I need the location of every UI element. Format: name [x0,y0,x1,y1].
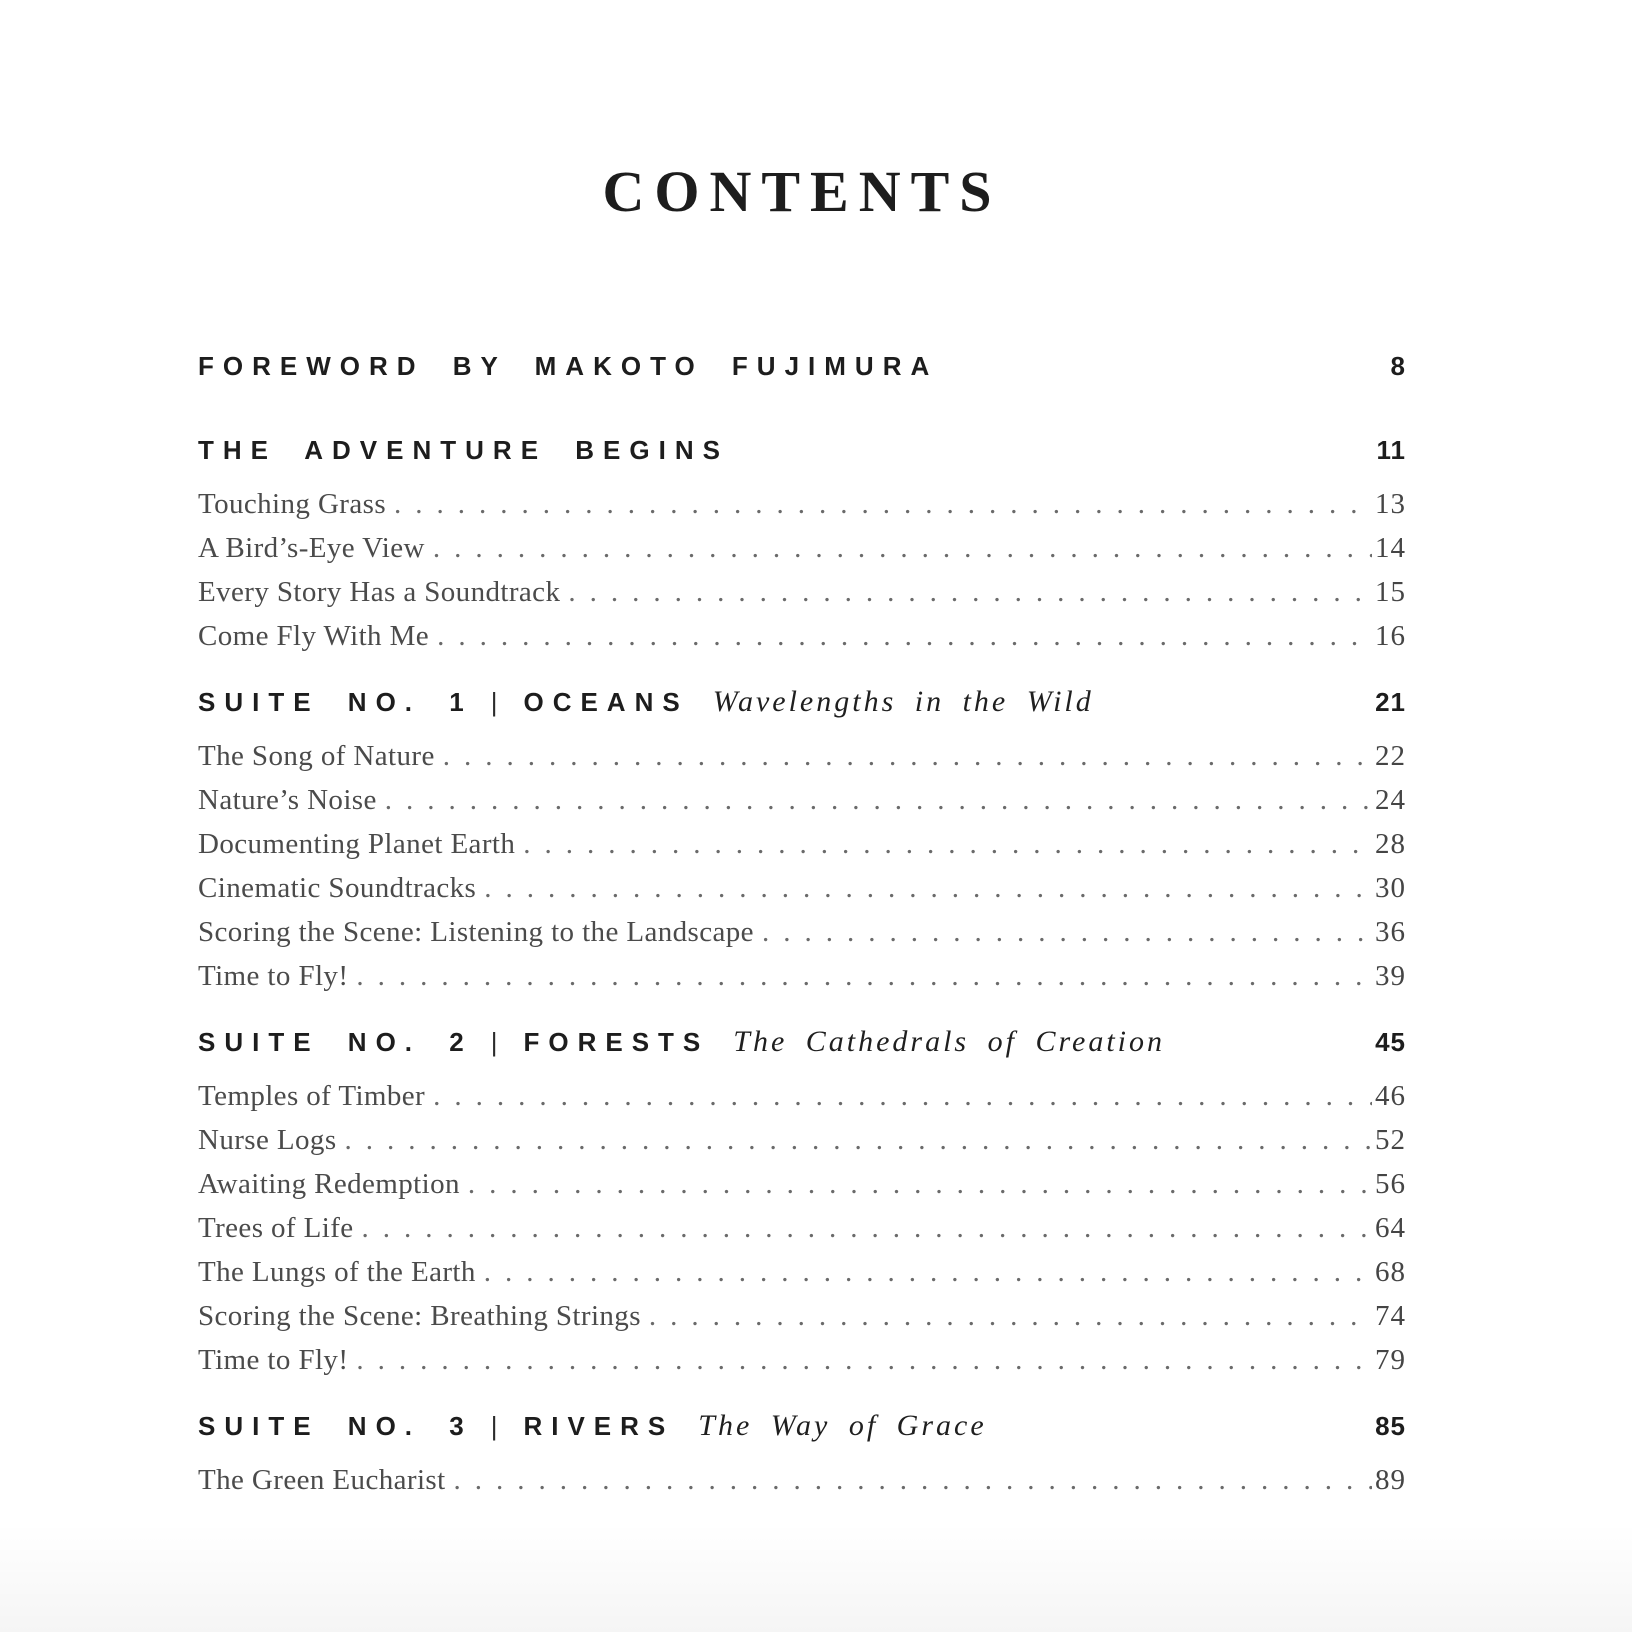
entry-page-number: 28 [1375,828,1406,860]
entry-page-number: 15 [1375,576,1406,608]
entry-label: Scoring the Scene: Breathing Strings [198,1300,641,1332]
toc-entry-row [198,1118,1406,1162]
toc-entry-row [198,822,1406,866]
section-header-row [198,432,1406,468]
entry-label: Nature’s Noise [198,784,377,816]
toc-entry-row [198,614,1406,658]
dotted-leader [356,954,1372,998]
section-header-row [198,684,1406,720]
dotted-leader [394,482,1372,526]
section-label: SUITE NO. 2 [198,1027,473,1057]
toc-entry-row [198,482,1406,526]
section-page-number: 21 [1375,687,1406,717]
entry-page-number: 56 [1375,1168,1406,1200]
entry-label: A Bird’s-Eye View [198,532,425,564]
entry-page-number: 39 [1375,960,1406,992]
dotted-leader [356,1338,1372,1382]
section-entries [198,734,1406,998]
toc-entry-row [198,866,1406,910]
toc-entry-row [198,1458,1406,1502]
entry-page-number: 22 [1375,740,1406,772]
entry-label: Awaiting Redemption [198,1168,460,1200]
section-label: FOREWORD BY MAKOTO FUJIMURA [198,351,939,381]
section-label: THE ADVENTURE BEGINS [198,435,729,465]
entry-page-number: 52 [1375,1124,1406,1156]
toc-entry-row [198,910,1406,954]
entry-label: Touching Grass [198,488,387,520]
dotted-leader [468,1162,1372,1206]
dotted-leader [437,614,1372,658]
entry-label: The Lungs of the Earth [198,1256,476,1288]
entry-page-number: 64 [1375,1212,1406,1244]
page-title: CONTENTS [602,159,1002,224]
section-page-number: 8 [1390,351,1406,381]
section-page-number: 45 [1375,1027,1406,1057]
entry-label: The Green Eucharist [198,1464,446,1496]
section-divider-bar: | [490,1027,498,1057]
section-entries [198,1074,1406,1382]
entry-label: Temples of Timber [198,1080,426,1112]
dotted-leader [523,822,1372,866]
toc-section [198,1024,1406,1382]
entry-page-number: 14 [1375,532,1406,564]
toc-entry-row [198,1206,1406,1250]
dotted-leader [484,1250,1372,1294]
toc-entry-row [198,954,1406,998]
section-subtitle: Wavelengths in the Wild [712,685,1094,718]
dotted-leader [362,1206,1372,1250]
dotted-leader [433,526,1372,570]
entry-label: Nurse Logs [198,1124,337,1156]
toc-section [198,432,1406,658]
toc-entry-row [198,1294,1406,1338]
section-entries [198,482,1406,658]
entry-label: Cinematic Soundtracks [198,872,477,904]
toc-section [198,684,1406,998]
section-header-row [198,348,1406,384]
toc-entry-row [198,1074,1406,1118]
entry-page-number: 30 [1375,872,1406,904]
dotted-leader [385,778,1372,822]
section-header-row [198,1024,1406,1060]
section-subtitle: The Cathedrals of Creation [733,1025,1166,1058]
toc [198,348,1406,1502]
entry-label: Time to Fly! [198,960,349,992]
dotted-leader [484,866,1372,910]
section-label: SUITE NO. 1 [198,687,473,717]
toc-entry-row [198,1250,1406,1294]
toc-entry-row [198,1162,1406,1206]
dotted-leader [345,1118,1372,1162]
contents-page [198,0,1406,1502]
entry-page-number: 79 [1375,1344,1406,1376]
entry-page-number: 68 [1375,1256,1406,1288]
entry-label: Scoring the Scene: Listening to the Landscape [198,916,754,948]
entry-label: Every Story Has a Soundtrack [198,576,561,608]
entry-label: Time to Fly! [198,1344,349,1376]
section-header-row [198,1408,1406,1444]
toc-section [198,348,1406,384]
dotted-leader [649,1294,1372,1338]
section-subtitle: The Way of Grace [698,1409,987,1442]
dotted-leader [433,1074,1372,1118]
toc-entry-row [198,526,1406,570]
dotted-leader [443,734,1372,778]
entry-page-number: 24 [1375,784,1406,816]
section-category-label: FORESTS [523,1027,710,1057]
dotted-leader [454,1458,1372,1502]
section-label: SUITE NO. 3 [198,1411,473,1441]
toc-section [198,1408,1406,1502]
section-entries [198,1458,1406,1502]
toc-entry-row [198,570,1406,614]
entry-label: The Song of Nature [198,740,435,772]
entry-label: Documenting Planet Earth [198,828,516,860]
section-divider-bar: | [490,1411,498,1441]
section-category-label: RIVERS [523,1411,675,1441]
section-divider-bar: | [490,687,498,717]
entry-page-number: 36 [1375,916,1406,948]
entry-page-number: 46 [1375,1080,1406,1112]
toc-entry-row [198,778,1406,822]
section-page-number: 11 [1376,435,1406,465]
entry-page-number: 16 [1375,620,1406,652]
entry-label: Come Fly With Me [198,620,430,652]
dotted-leader [568,570,1372,614]
entry-page-number: 89 [1375,1464,1406,1496]
section-page-number: 85 [1375,1411,1406,1441]
entry-label: Trees of Life [198,1212,354,1244]
toc-entry-row [198,1338,1406,1382]
dotted-leader [762,910,1372,954]
entry-page-number: 13 [1375,488,1406,520]
entry-page-number: 74 [1375,1300,1406,1332]
toc-entry-row [198,734,1406,778]
section-category-label: OCEANS [523,687,689,717]
